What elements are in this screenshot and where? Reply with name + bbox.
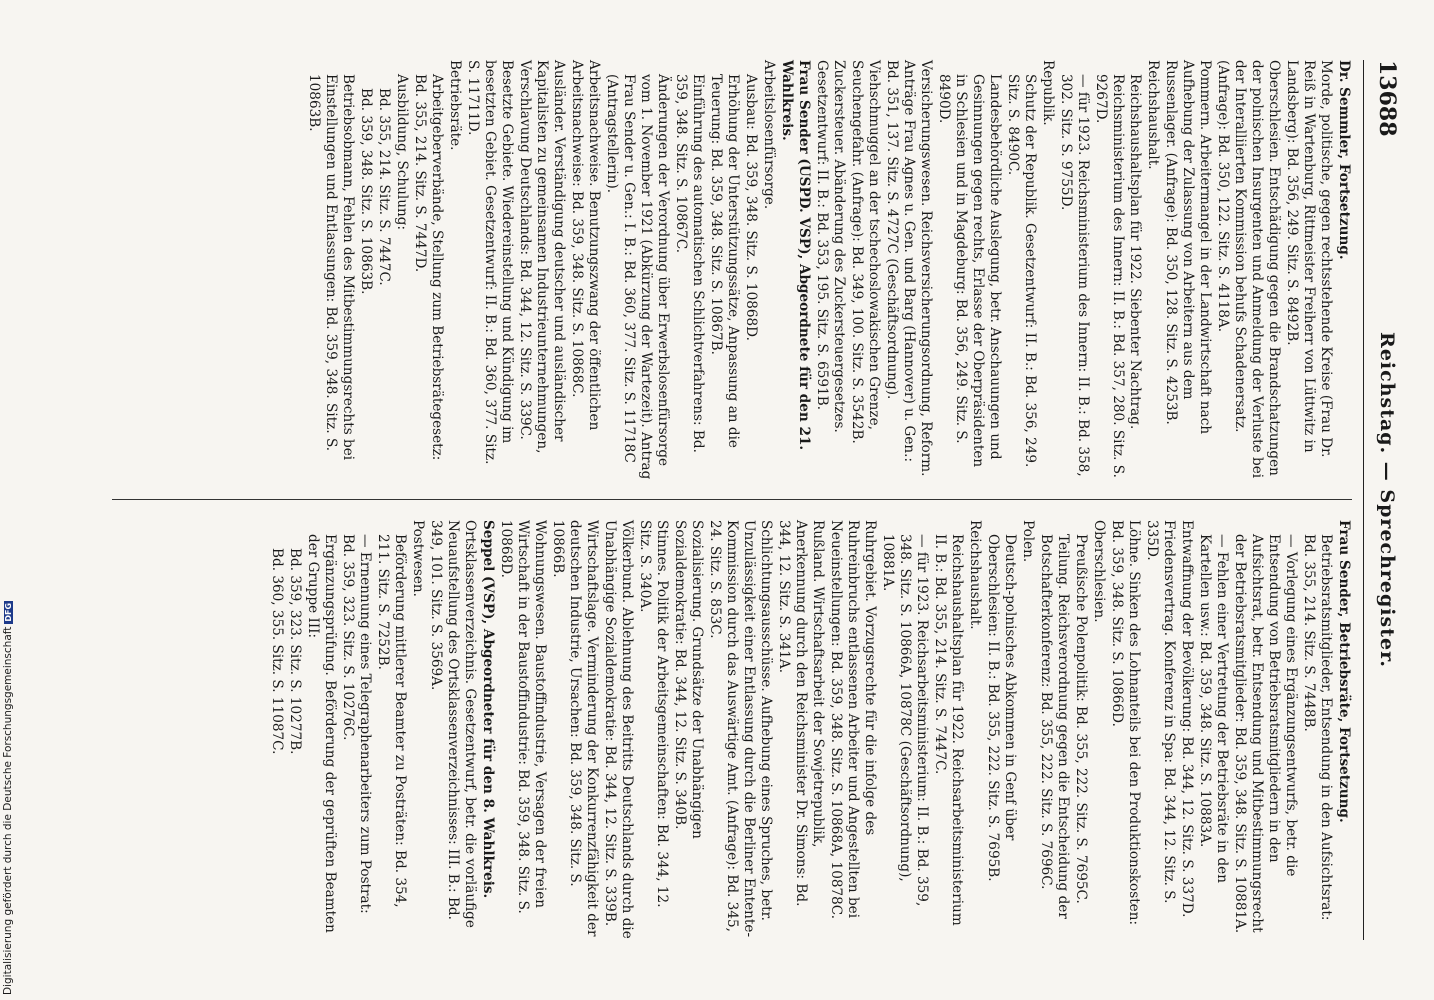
register-entry: Schutz der Republik. Gesetzentwurf: II. B.: Bd. 356, 249. Sitz. S. 8490C. — [1005, 74, 1038, 468]
register-entry: Erhöhung der Unterstützungssätze, Anpassung an die Teuerung: Bd. 359, 348. Sitz. S. 10867B. — [708, 74, 741, 448]
register-entry: Arbeitgeberverbände, Stellung zum Betriebsrätegesetz: Bd. 355, 214. Sitz. S. 7447D. — [412, 74, 445, 461]
register-entry: Sozialisierung. Grundsätze der Unabhängigen Sozialdemokratie: Bd. 344, 12. Sitz. S. 340B. — [672, 520, 705, 839]
register-entry: Zuckersteuer. Abänderung des Zuckersteuergesetzes. Gesetzentwurf: II. B.: Bd. 353, 195. Sitz. S. 6591B. — [814, 60, 847, 433]
register-entry: Reichshaushaltsplan für 1922. Siebenter Nachtrag. Reichsministerium des Innern: II. B.: Bd. 357, 280. Sitz. S. 9267D. — [1093, 74, 1143, 478]
speaker-heading: Frau Sender, Betriebsräte, Fortsetzung. — [1336, 520, 1352, 823]
register-entry: Reichshaushalt. — [1145, 60, 1161, 170]
register-entry: Beförderung mittlerer Beamter zu Posträten: Bd. 354, 211. Sitz. S. 7252B. — [375, 534, 408, 908]
column-divider — [112, 499, 1352, 500]
register-entry: Ausbau: Bd. 359, 348. Sitz. S. 10868D. — [743, 74, 759, 341]
left-column — [304, 60, 1352, 480]
footer-credit — [2, 600, 16, 995]
register-entry: Änderungen der Verordnung über Erwerbslosenfürsorge vom 1. November 1921 (Abkürzung der Wartezeit). Antrag Frau Sender u. Gen.: I. B.: Bd. 360, 377. Sitz. S. 11718C (Antragstellerin). — [604, 74, 671, 480]
right-column — [267, 520, 1352, 940]
register-entry: Viehschmuggel an der tschechoslowakischen Grenze, Seuchengefahr. (Anfrage): Bd. 349, 100. Sitz. S. 3542B. — [849, 60, 882, 444]
register-entry: Bd. 359, 348. Sitz. S. 10863B. — [358, 88, 374, 295]
register-entry: Morde, politische, gegen rechtsstehende Kreise (Frau Dr. Reiß in Wartenburg, Rittmeister Freiherr von Lüttwitz in Landsberg): Bd. 356, 249. Sitz. S. 8492B. — [1284, 60, 1334, 458]
register-entry: Versicherungswesen. Reichsversicherungsordnung, Reform. Anträge Frau Agnes u. Gen. und Barg (Hannover) u. Gen.: Bd. 351, 137. Sitz. S. 4727C (Geschäftsordnung). — [884, 60, 934, 477]
register-entry: Einführung des automatischen Schlichtverfahrens: Bd. 359, 348. Sitz. S. 10867C. — [673, 74, 706, 453]
register-entry: Polen. — [1020, 520, 1036, 563]
register-entry: Rußland. Wirtschaftsarbeit der Sowjetrepublik, Anerkennung durch den Reichsminister Dr. Simons: Bd. 344, 12. Sitz. S. 341A. — [776, 520, 826, 907]
register-entry: Ausländer. Verständigung deutscher und ausländischer Kapitalisten zu gemeinsamen Industrieunternehmungen, Verschlavung Deutschlands: Bd. 344, 12. Sitz. S. 339C. — [517, 60, 567, 454]
register-entry: Ergänzungsprüfung. Beförderung der geprüften Beamten der Gruppe III: — [305, 534, 338, 933]
register-entry: Völkerbund. Ablehnung des Beitritts Deutschlands durch die Unabhängige Sozialdemokratie: Bd. 344, 12. Sitz. S. 339B. — [602, 520, 635, 939]
register-entry: Landesbehördliche Auslegung, betr. Anschauungen und Gesinnungen gegen rechts, Erlasse der Oberpräsidenten in Schlesien und in Magdeburg: Bd. 356, 249. Sitz. S. 8490D. — [936, 74, 1003, 468]
page-title: Reichstag. — Sprechregister. — [1376, 332, 1398, 668]
register-entry: Betriebsräte. — [447, 60, 463, 151]
register-entry: Betriebsratsmitglieder, Entsendung in den Aufsichtsrat: Bd. 355, 214. Sitz. S. 7448B. — [1301, 534, 1334, 921]
speaker-heading: Dr. Semmler, Fortsetzung. — [1336, 60, 1352, 260]
register-entry: Teilung. Reichsverordnung gegen die Entscheidung der Botschafterkonferenz: Bd. 355, 222. Sitz. S. 7696C. — [1038, 534, 1071, 919]
register-entry: — Fehlen einer Vertretung der Betriebsräte in den Kartellen usw.: Bd. 359, 348. Sitz. S. 10883A. — [1197, 534, 1230, 883]
page-header — [1363, 60, 1404, 940]
register-entry: — Ernennung eines Telegraphenarbeiters zum Postrat: Bd. 359, 323. Sitz. S. 10276C. — [340, 534, 373, 914]
register-entry: Friedensvertrag. Konferenz in Spa: Bd. 344, 12. Sitz. S. 335D. — [1144, 520, 1177, 904]
speaker-heading: Frau Sender (USPD. VSP), Abgeordnete für den 21. Wahlkreis. — [779, 60, 812, 451]
register-entry: Reichshaushaltsplan für 1922. Reichsarbeitsministerium II. B.: Bd. 355, 214. Sitz. S. 7447C. — [932, 534, 965, 926]
register-entry: Oberschlesien. — [1091, 520, 1107, 623]
register-entry: Bd. 359, 323. Sitz. S. 10277B. — [287, 548, 303, 755]
register-entry: Schlichtungsausschüsse. Aufhebung eines Spruches, betr. Unzulässigkeit einer Entlassung durch die Berliner Entente-Kommission durch das Auswärtige Amt. (Anfrage): Bd. 345, 24. Sitz. S. 853C. — [707, 520, 774, 938]
register-entry: Löhne. Sinken des Lohnanteils bei den Produktionskosten: Bd. 359, 348. Sitz. S. 10866D. — [1109, 520, 1142, 926]
register-entry: — Vorlegung eines Ergänzungsentwurfs, betr. die Entsendung von Betriebsratsmitgliedern in den Aufsichtsrat, betr. Entsendung und Mitbestimmungsrecht der Betriebsratsmitglieder: Bd. 359, 348. Sitz. S. 10881A. — [1232, 534, 1299, 934]
register-entry: Deutsch-polnisches Abkommen in Genf über Oberschlesien: II. B.: Bd. 355, 222. Sitz. S. 7695B. — [985, 534, 1018, 882]
footer-text: Digitalisierung gefördert durch die Deutsche Forschungsgemeinschaft — [2, 626, 14, 995]
register-entry: Bd. 355, 214. Sitz. S. 7447C. — [376, 88, 392, 286]
speaker-heading: Seppel (VSP), Abgeordneter für den 8. Wahlkreis. — [480, 520, 496, 899]
register-entry: Wohnungswesen. Baustoffindustrie, Versagen der freien Wirtschaft in der Baustoffindustrie: Bd. 359, 348. Sitz. S. 10868D. — [498, 520, 548, 914]
register-entry: Besetzte Gebiete. Wiedereinstellung und Kündigung im besetzten Gebiet. Gesetzentwurf: II. B.: Bd. 360, 377. Sitz. S. 11711D. — [465, 60, 515, 465]
register-entry: Arbeitslosenfürsorge. — [761, 60, 777, 210]
register-entry: Oberschlesien. Entschädigung gegen die Brandschatzungen der polnischen Insurgenten und Anmeldung der Verluste bei der Interalliierten Kommission behufs Schadenersatz. (Anfrage): Bd. 350, 122. Sitz. S. 4118A. — [1215, 60, 1282, 479]
register-entry: Postwesen. — [410, 520, 426, 597]
dfg-logo: DFG — [4, 602, 13, 622]
register-entry: Ruhrgebiet. Vorzugsrechte für die infolge des Ruhreinbruchs entlassenen Arbeiter und Angestellten bei Neueinstellungen: Bd. 359, 348. Sitz. S. 10868A, 10878C. — [828, 520, 878, 920]
register-entry: Ortsklassenverzeichnis. Gesetzentwurf, betr. die vorläufige Neuaufstellung des Ortsklassenverzeichnisses: III. B.: Bd. 349, 101. Sitz. S. 3569A. — [428, 520, 478, 928]
register-entry: Preußische Polenpolitik: Bd. 355, 222. Sitz. S. 7695C. — [1073, 534, 1089, 904]
register-entry: Ausbildung, Schulung: — [394, 74, 410, 231]
register-entry: Reichshaushalt. — [967, 520, 983, 630]
register-entry: Entwaffnung der Bevölkerung: Bd. 344, 12. Sitz. S. 337D. — [1179, 520, 1195, 918]
register-entry: Republik. — [1040, 60, 1056, 126]
register-entry: Betriebsobmann, Fehlen des Mitbestimmungsrechts bei Einstellungen und Entlassungen: Bd. 359, 348. Sitz. S. 10863B. — [306, 74, 356, 461]
page-number: 13688 — [1374, 60, 1400, 137]
register-entry: — für 1923. Reichsministerium des Innern: II. B.: Bd. 358, 302. Sitz. S. 9755D. — [1058, 74, 1091, 477]
register-entry: Pommern. Arbeitermangel in der Landwirtschaft nach Aufhebung der Zulassung von Arbeitern aus dem Russenlager. (Anfrage): Bd. 350, 128. Sitz. S. 4253B. — [1163, 60, 1213, 435]
register-entry: Arbeitsnachweise. Benutzungszwang der öffentlichen Arbeitsnachweise: Bd. 359, 348. Sitz. S. 10868C. — [569, 60, 602, 431]
register-entry: — für 1923. Reichsarbeitsministerium: II. B.: Bd. 359, 348. Sitz. S. 10866A, 10878C (Geschäftsordnung), 10881A. — [880, 534, 930, 907]
register-entry: Wirtschaftslage. Verminderung der Konkurrenzfähigkeit der deutschen Industrie, Ursachen: Bd. 359, 348. Sitz. S. 10866B. — [550, 520, 600, 937]
register-entry: Stinnes. Politik der Arbeitsgemeinschaften: Bd. 344, 12. Sitz. S. 340A. — [637, 520, 670, 908]
register-entry: Bd. 360, 355. Sitz. S. 11087C. — [269, 548, 285, 755]
